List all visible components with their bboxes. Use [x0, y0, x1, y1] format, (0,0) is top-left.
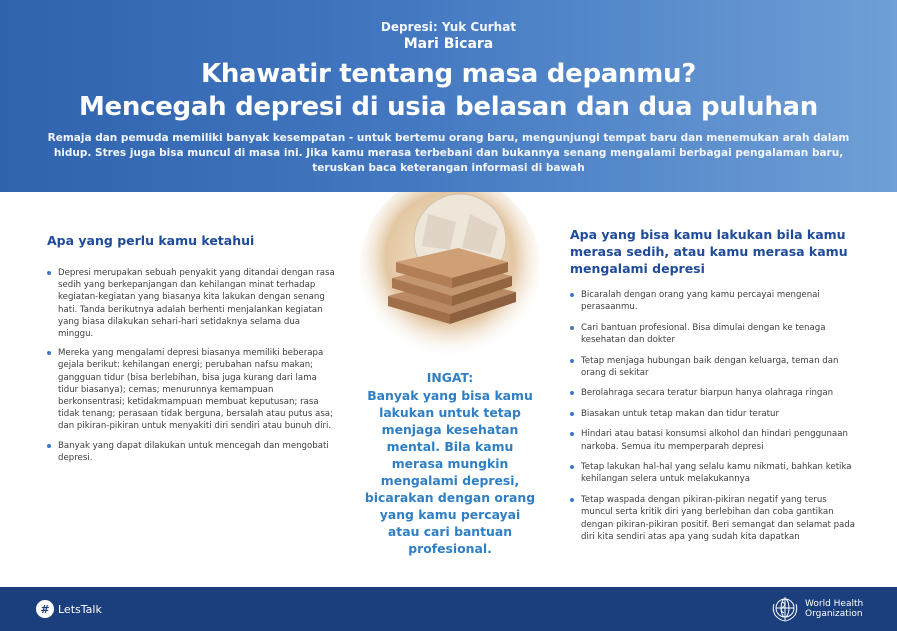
reminder-text: Banyak yang bisa kamu lakukan untuk tetap menjaga kesehatan mental. Bila kamu merasa mungkin mengalami depresi, bicarakan dengan orang yang kamu percayai atau cari bantuan profesional. [364, 388, 536, 556]
series-label: Depresi: Yuk Curhat [380, 20, 517, 34]
what-you-can-do-title: Apa yang bisa kamu lakukan bila kamu merasa sedih, atau kamu merasa kamu mengalami depresi [570, 227, 848, 276]
who-logo-group [770, 595, 863, 623]
bullet-icon [570, 391, 574, 395]
bullet-icon [570, 326, 574, 330]
list-item: Tetap lakukan hal-hal yang selalu kamu nikmati, bahkan ketika kehilangan selera untuk melakukannya [570, 461, 860, 486]
list-item: Mereka yang mengalami depresi biasanya memiliki beberapa gejala berikut: kehilangan energi; perubahan nafsu makan; gangguan tidur (bisa berlebihan, bisa juga kurang dari lama tidur biasanya); cemas; menurunnya kemampuan berkonsentrasi; ketidakmampuan membuat keputusan; rasa tidak tenang; perasaan tidak berguna, bersalah atau putus asa; dan pikiran-pikiran untuk menyakiti diri sendiri atau bunuh diri. [47, 347, 337, 432]
list-item: Biasakan untuk tetap makan dan tidur teratur [570, 408, 860, 420]
reminder-label: INGAT: [426, 370, 474, 385]
bullet-icon [570, 359, 574, 363]
list-item: Hindari atau batasi konsumsi alkohol dan hindari penggunaan narkoba. Semua itu memperparah depresi [570, 428, 860, 453]
list-item: Depresi merupakan sebuah penyakit yang ditandai dengan rasa sedih yang berkepanjangan dan kehilangan minat terhadap kegiatan-kegiatan yang biasanya kita lakukan dengan senang hati. Tanda berikutnya adalah berhenti menjalankan kegiatan yang biasa dilakukan sehari-hari setidaknya selama dua minggu. [47, 267, 337, 340]
bullet-icon [47, 444, 51, 448]
hashtag-text: LetsTalk [58, 602, 102, 616]
bullet-icon [570, 412, 574, 416]
books-and-ball-illustration [360, 192, 540, 362]
list-item: Tetap menjaga hubungan baik dengan keluarga, teman dan orang di sekitar [570, 355, 860, 380]
footer-bar [0, 587, 897, 631]
hashtag-icon: # [36, 600, 54, 618]
bullet-icon [47, 351, 51, 355]
headline-line-1: Khawatir tentang masa depanmu? [200, 59, 696, 89]
what-to-know-list [47, 267, 337, 464]
reminder-callout [362, 369, 538, 557]
what-to-know-section [47, 232, 337, 471]
list-item: Banyak yang dapat dilakukan untuk mencegah dan mengobati depresi. [47, 440, 337, 464]
what-you-can-do-list [570, 289, 860, 544]
bullet-icon [570, 465, 574, 469]
intro-text: Remaja dan pemuda memiliki banyak kesempatan - untuk bertemu orang baru, mengunjungi tempat baru dan menemukan arah dalam hidup. Stres juga bisa muncul di masa ini. Jika kamu merasa terbebani dan bukannya senang mengalami berbagai pengalaman baru, teruskan baca keterangan informasi di bawah [47, 132, 850, 174]
list-item: Tetap waspada dengan pikiran-pikiran negatif yang terus muncul serta kritik diri yang berlebihan dan coba gantikan dengan pikiran-pikiran positif. Beri semangat dan selamat pada diri kita sendiri atas apa yang sudah kita dapatkan [570, 494, 860, 544]
bullet-icon [570, 498, 574, 502]
what-to-know-title: Apa yang perlu kamu ketahui [47, 233, 255, 248]
bullet-icon [570, 432, 574, 436]
list-item: Bicaralah dengan orang yang kamu percayai mengenai perasaanmu. [570, 289, 860, 314]
who-emblem-icon [770, 595, 800, 623]
who-name: World Health Organization [805, 598, 864, 619]
list-item: Cari bantuan profesional. Bisa dimulai dengan ke tenaga kesehatan dan dokter [570, 322, 860, 347]
subtitle: Mari Bicara [403, 36, 494, 52]
header-banner [0, 0, 897, 192]
bullet-icon [570, 293, 574, 297]
bullet-icon [47, 271, 51, 275]
letstalk-hashtag [36, 599, 102, 619]
what-you-can-do-section [570, 226, 860, 552]
headline-line-2: Mencegah depresi di usia belasan dan dua puluhan [78, 92, 819, 122]
list-item: Berolahraga secara teratur biarpun hanya olahraga ringan [570, 387, 860, 399]
